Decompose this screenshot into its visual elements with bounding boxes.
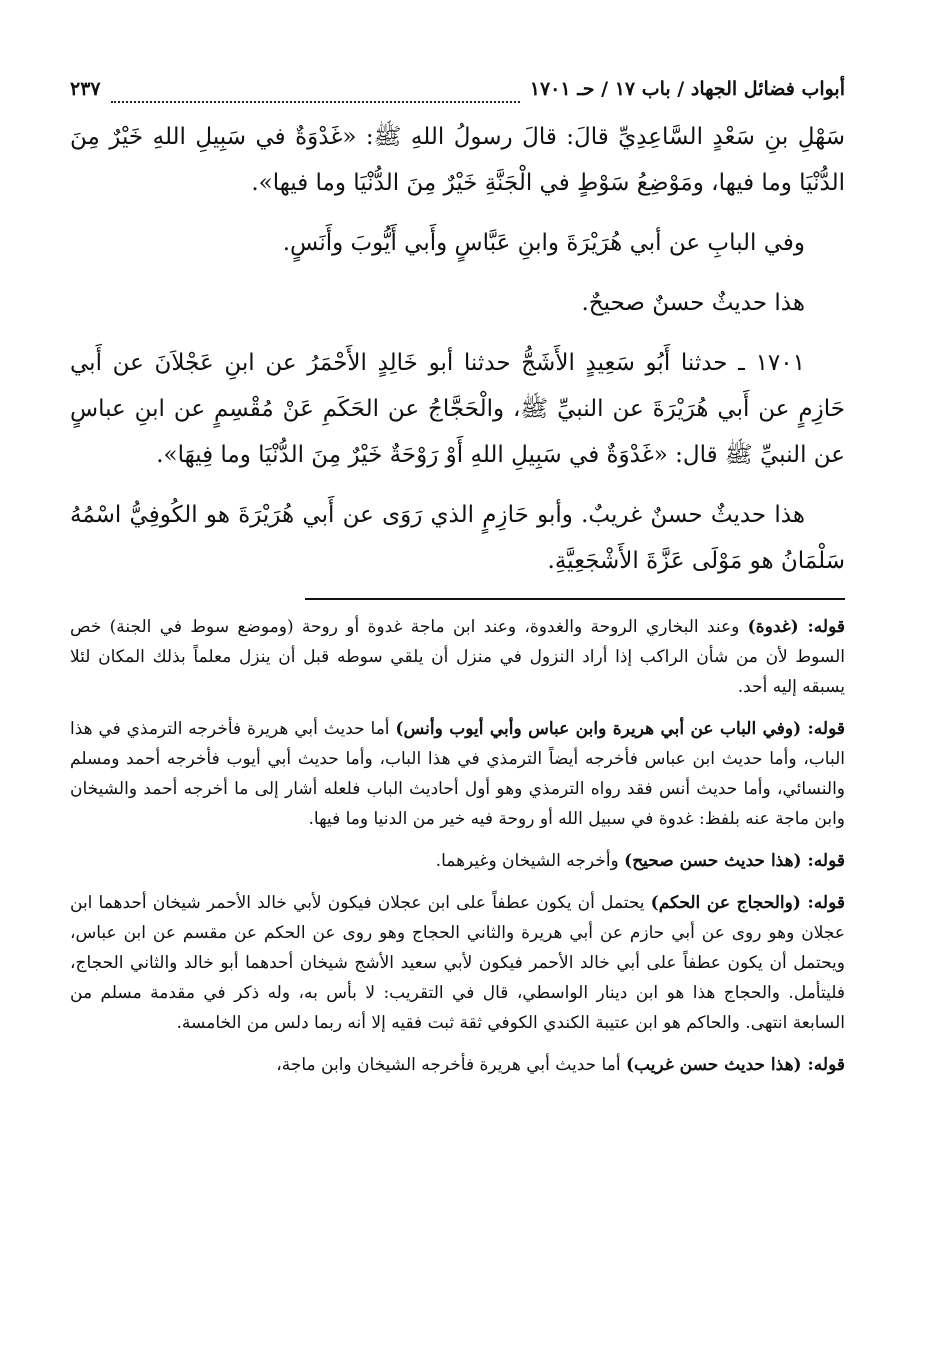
- commentary-lead: قوله: (والحجاج عن الحكم): [650, 893, 845, 913]
- commentary-paragraph: [70, 888, 845, 1038]
- commentary-lead: قوله: (هذا حديث حسن غريب): [625, 1055, 845, 1075]
- main-paragraph: هذا حديثٌ حسنٌ غريبٌ. وأبو حَازِمٍ الذي رَوَى عن أَبي هُرَيْرَةَ هو الكُوفِيُّ اسْمُهُ سَلْمَانُ هو مَوْلَى عَزَّةَ الأَشْجَعِيَّةِ.: [70, 502, 845, 574]
- page-number: ٢٣٧: [70, 78, 101, 100]
- commentary-text: أما حديث أبي هريرة فأخرجه الترمذي في هذا الباب، وأما حديث ابن عباس فأخرجه أيضاً الترمذي في هذا الباب، وأما حديث أبي أيوب فأخرجه أحمد ومسلم والنسائي، وأما حديث أنس فقد رواه الترمذي وهو أول أحاديث الباب فلعله أشار إلى ما أخرجه أحمد والشيخان وابن ماجة عنه بلفظ: غدوة في سبيل الله أو روحة فيه خير من الدنيا وما فيها.: [70, 719, 845, 829]
- main-paragraph: سَهْلِ بنِ سَعْدٍ السَّاعِدِيِّ قالَ: قالَ رسولُ اللهِ ﷺ: «غَدْوَةٌ في سَبِيلِ اللهِ خَيْرٌ مِنَ الدُّنْيَا وما فيها، ومَوْضِعُ سَوْطٍ في الْجَنَّةِ خَيْرٌ مِنَ الدُّنْيَا وما فيها».: [70, 124, 845, 196]
- commentary-paragraph: [70, 612, 845, 702]
- commentary-text: وعند البخاري الروحة والغدوة، وعند ابن ماجة غدوة أو روحة (وموضع سوط في الجنة) خص السوط لأن من شأن الراكب إذا أراد النزول في منزل أن يلقي سوطه قبل أن ينزل معلماً بذلك المكان لئلا يسبقه إليه أحد.: [70, 617, 845, 697]
- commentary-paragraph: [70, 846, 845, 876]
- header-leader-dots: [111, 101, 520, 103]
- commentary-lead: قوله: (غدوة): [747, 617, 845, 637]
- footnote-separator: [305, 598, 845, 600]
- running-title: أبواب فضائل الجهاد / باب ١٧ / حـ ١٧٠١: [529, 78, 845, 100]
- main-paragraph: هذا حديثٌ حسنٌ صحيحٌ.: [581, 290, 805, 316]
- commentary-paragraph: [70, 714, 845, 834]
- commentary-paragraph: [70, 1050, 845, 1080]
- commentary-lead: قوله: (وفي الباب عن أبي هريرة وابن عباس وأبي أيوب وأنس): [395, 719, 846, 739]
- commentary-text: وأخرجه الشيخان وغيرهما.: [435, 851, 625, 871]
- page-header: [70, 78, 845, 114]
- commentary: [70, 612, 845, 1080]
- main-paragraph: ١٧٠١ ـ حدثنا أَبُو سَعِيدٍ الأَشَجُّ حدثنا أبو خَالِدٍ الأَحْمَرُ عن ابنِ عَجْلاَنَ عن أَبي حَازِمٍ عن أَبي هُرَيْرَةَ عن النبيِّ ﷺ، والْحَجَّاجُ عن الحَكَمِ عَنْ مُقْسِمٍ عن ابنِ عباسٍ عن النبيِّ ﷺ قال: «غَدْوَةٌ في سَبِيلِ اللهِ أَوْ رَوْحَةٌ خَيْرٌ مِنَ الدُّنْيَا وما فِيهَا».: [70, 350, 845, 468]
- commentary-text: أما حديث أبي هريرة فأخرجه الشيخان وابن ماجة،: [276, 1055, 626, 1075]
- hadith-text: [70, 114, 845, 584]
- commentary-text: يحتمل أن يكون عطفاً على ابن عجلان فيكون لأبي خالد الأحمر شيخان أحدهما ابن عجلان وهو روى عن أبي حازم عن أبي هريرة والثاني الحجاج وهو روى عن الحكم عن مقسم عن ابن عباس، ويحتمل أن يكون عطفاً على أبي خالد الأحمر فيكون لأبي سعيد الأشج شيخان أحدهما أبو خالد والثاني الحجاج، فليتأمل. والحجاج هذا هو ابن دينار الواسطي، قال في التقريب: لا بأس به، وله ذكر في مقدمة مسلم من السابعة انتهى. والحاكم هو ابن عتيبة الكندي الكوفي ثقة ثبت فقيه إلا أنه ربما دلس من الخامسة.: [70, 893, 845, 1033]
- commentary-lead: قوله: (هذا حديث حسن صحيح): [624, 851, 845, 871]
- main-paragraph: وفي البابِ عن أبي هُرَيْرَةَ وابنِ عَبَّاسٍ وأَبي أَيُّوبَ وأَنَسٍ.: [282, 230, 805, 256]
